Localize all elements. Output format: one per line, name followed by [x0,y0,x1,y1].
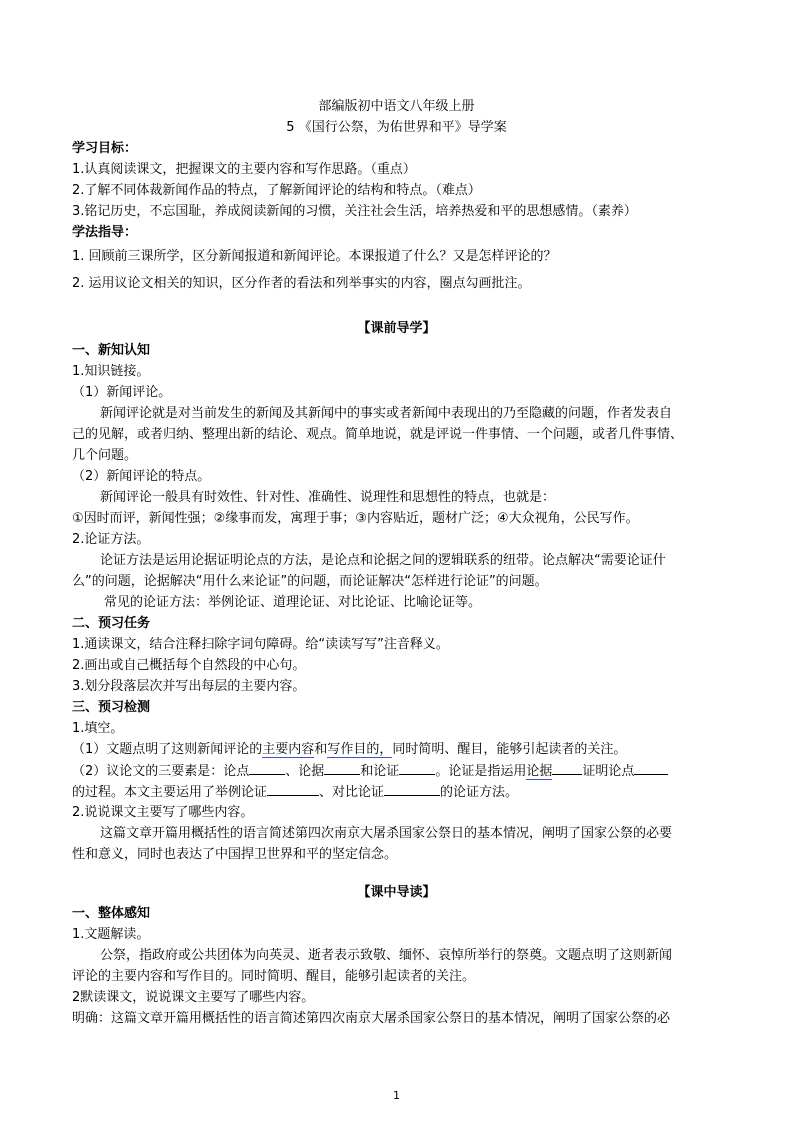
text-line: （2）新闻评论的特点。 [72,469,211,484]
page-subtitle: 5 《国行公祭，为佑世界和平》导学案 [286,120,507,135]
paragraph-line: 论证方法是运用论据证明论点的方法，是论点和论据之间的逻辑联系的纽带。论点解决“需要论证什 [100,553,666,568]
section-heading: 三、预习检测 [72,700,151,715]
page-title: 部编版初中语文八年级上册 [318,99,475,114]
paragraph-line: 公祭，指政府或公共团体为向英灵、逝者表示致敬、缅怀、哀悼所举行的祭奠。文题点明了这则新闻 [100,948,673,963]
goal-item: 2.了解不同体裁新闻作品的特点，了解新闻评论的结构和特点。（难点） [72,183,481,198]
fill-text: 和论证 [360,764,400,779]
answer-blank[interactable] [634,761,668,775]
paragraph-line: 评论的主要内容和写作目的。同时简明、醒目，能够引起读者的关注。 [72,969,476,984]
paragraph-line: 么”的问题，论据解决“用什么来论证”的问题，而论证解决“怎样进行论证”的问题。 [72,574,548,589]
text-line: 2默读课文，说说课文主要写了哪些内容。 [72,990,315,1005]
fill-text: 同时简明、醒目，能够引起读者的关注。 [392,742,627,757]
fill-line-3 [72,782,518,803]
answer-blank[interactable] [384,782,440,796]
text-line: 1.文题解读。 [72,927,150,942]
paragraph-line: 明确：这篇文章开篇用概括性的语言简述第四次南京大屠杀国家公祭日的基本情况，阐明了国家公祭的必 [72,1011,671,1026]
answer-blank[interactable] [399,761,435,775]
method-item: 1. 回顾前三课所学，区分新闻报道和新闻评论。本课报道了什么？又是怎样评论的？ [72,249,557,264]
section-heading: 一、新知认知 [72,343,151,358]
goal-item: 1.认真阅读课文，把握课文的主要内容和写作思路。（重点） [72,162,416,177]
fill-text: （1）文题点明了这则新闻评论的 [72,742,263,757]
answer-blank[interactable] [324,761,360,775]
text-line: （1）新闻评论。 [72,385,172,400]
section-banner-inclass: 【课中导读】 [357,885,436,900]
section-heading: 一、整体感知 [72,906,151,921]
paragraph-line: 常见的论证方法：举例论证、道理论证、对比论证、比喻论证等。 [104,595,482,610]
method-item: 2. 运用议论文相关的知识，区分作者的看法和列举事实的内容，圈点勾画批注。 [72,276,531,291]
paragraph-line: 这篇文章开篇用概括性的语言简述第四次南京大屠杀国家公祭日的基本情况，阐明了国家公祭的必要 [100,826,673,841]
paragraph-line: 新闻评论一般具有时效性、针对性、准确性、说理性和思想性的特点，也就是： [100,490,556,505]
paragraph-line: 己的见解，或者归纳、整理出新的结论、观点。简单地说，就是评说一件事情、一个问题，或者几件事情、 [72,427,684,442]
answer-blank[interactable] [552,761,582,775]
page-number: 1 [393,1089,400,1102]
goal-item: 3.铭记历史，不忘国耻，养成阅读新闻的习惯，关注社会生活，培养热爱和平的思想感情。（素养） [72,204,637,219]
fill-text: 和 [314,742,328,757]
paragraph-line: 性和意义，同时也表达了中国捍卫世界和平的坚定信念。 [72,847,398,862]
fill-text: 的过程。本文主要运用了举例论证 [72,785,268,800]
text-line: 1.填空。 [72,721,124,736]
fill-text: （2）议论文的三要素是：论点 [72,764,250,779]
section-heading: 二、预习任务 [72,616,151,631]
paragraph-line: 新闻评论就是对当前发生的新闻及其新闻中的事实或者新闻中表现出的乃至隐藏的问题，作者发表自 [100,406,673,421]
paragraph-line: 几个问题。 [72,448,138,463]
text-line: 2.说说课文主要写了哪些内容。 [72,805,254,820]
section-banner-pre: 【课前导学】 [357,321,436,336]
fill-text: 、论据 [285,764,325,779]
task-line: 2.画出或自己概括每个自然段的中心句。 [72,658,306,673]
text-line: 1.知识链接。 [72,364,150,379]
handwritten-answer: 写作目的， [327,742,393,757]
fill-line-2 [72,761,668,782]
fill-text: 证明论点 [582,764,635,779]
method-heading: 学法指导： [72,225,138,240]
goals-heading: 学习目标： [72,141,138,156]
handwritten-answer: 主要内容 [262,742,315,757]
fill-line-1 [72,740,626,760]
fill-text: 、对比论证 [319,785,385,800]
answer-blank[interactable] [267,782,319,796]
handwritten-answer: 论据 [526,764,553,779]
task-line: 1.通读课文，结合注释扫除字词句障碍。给“读读写写”注音释义。 [72,637,449,652]
fill-text: 。论证是指运用 [435,764,527,779]
text-line: 2.论证方法。 [72,532,150,547]
answer-blank[interactable] [249,761,285,775]
paragraph-line: ①因时而评，新闻性强；②缘事而发，寓理于事；③内容贴近，题材广泛；④大众视角，公民写作。 [72,511,639,526]
task-line: 3.划分段落层次并写出每层的主要内容。 [72,679,306,694]
fill-text: 的论证方法。 [440,785,519,800]
